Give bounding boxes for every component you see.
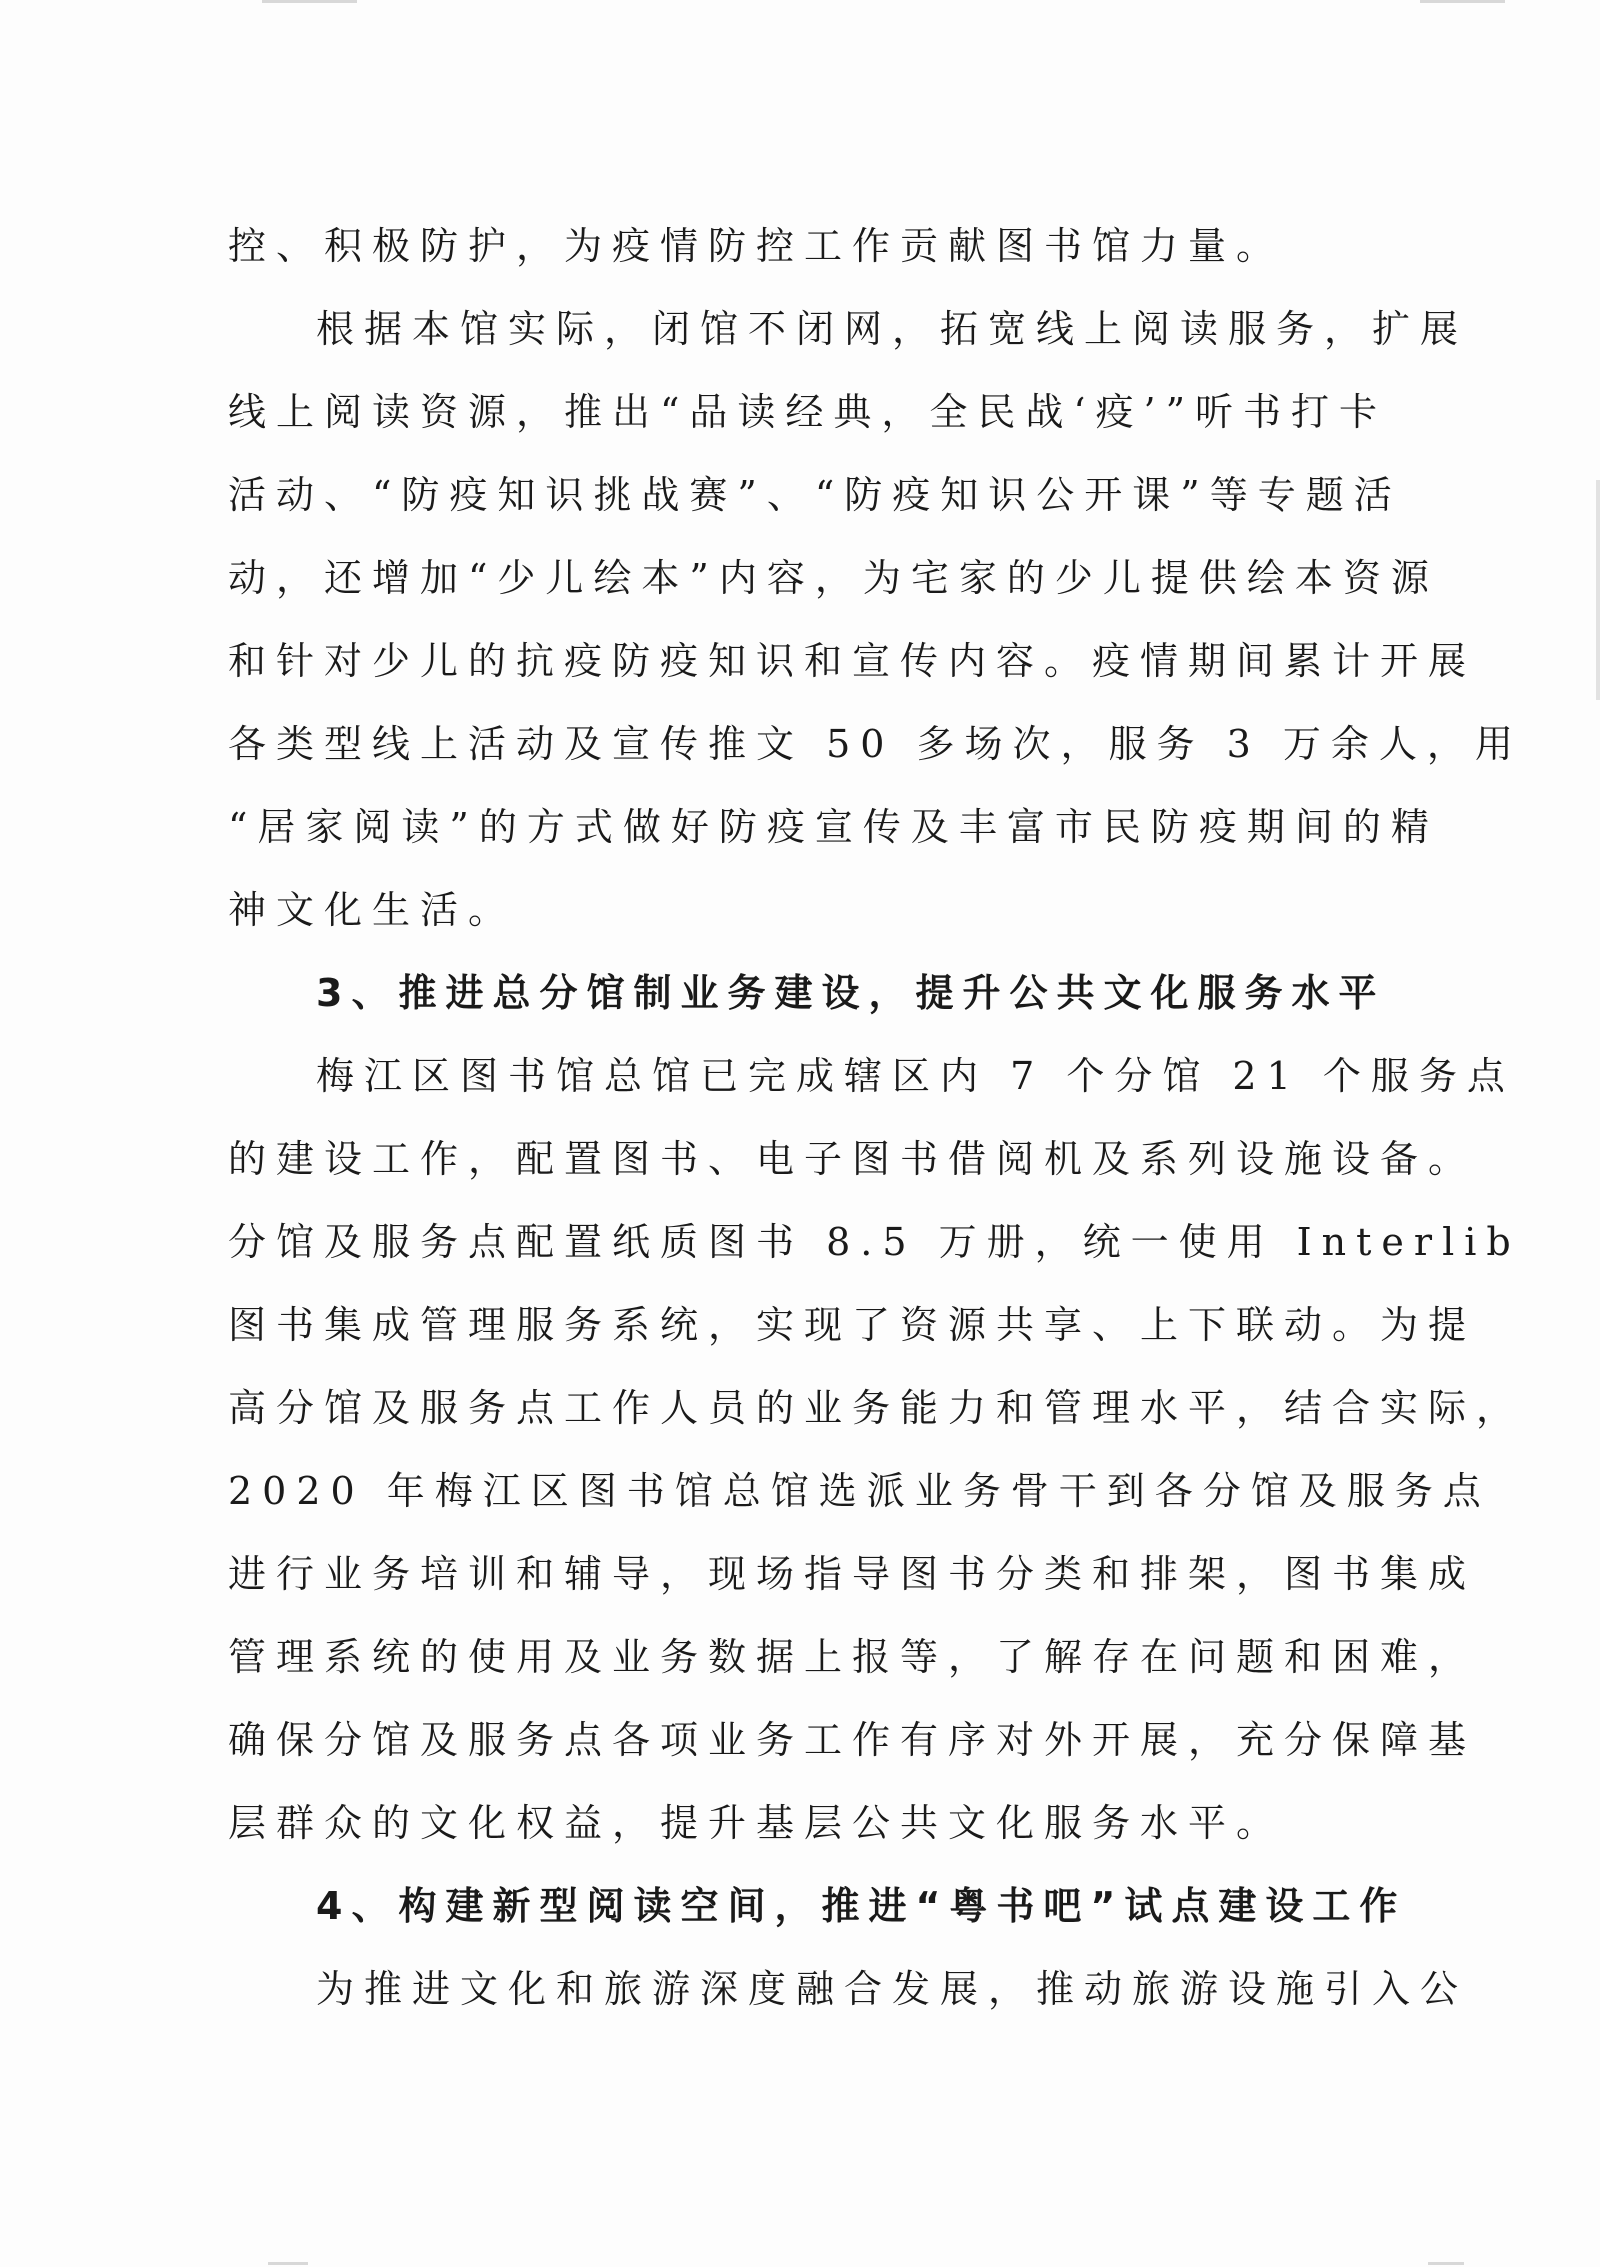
section-heading: 3、推进总分馆制业务建设，提升公共文化服务水平 bbox=[316, 971, 1386, 1015]
text-line: 2020 年梅江区图书馆总馆选派业务骨干到各分馆及服务点 bbox=[228, 1469, 1491, 1513]
text-line: 确保分馆及服务点各项业务工作有序对外开展，充分保障基 bbox=[228, 1718, 1477, 1762]
text-line: 层群众的文化权益，提升基层公共文化服务水平。 bbox=[228, 1801, 1285, 1845]
text-line: 根据本馆实际，闭馆不闭网，拓宽线上阅读服务，扩展 bbox=[316, 307, 1469, 351]
text-line: 动，还增加“少儿绘本”内容，为宅家的少儿提供绘本资源 bbox=[228, 556, 1439, 600]
text-line: 和针对少儿的抗疫防疫知识和宣传内容。疫情期间累计开展 bbox=[228, 639, 1477, 683]
text-line: 线上阅读资源，推出“品读经典，全民战‘疫’”听书打卡 bbox=[228, 390, 1388, 434]
document-body bbox=[228, 212, 1525, 2038]
scan-edge-shadow-right bbox=[1596, 480, 1600, 700]
section-heading: 4、构建新型阅读空间，推进“粤书吧”试点建设工作 bbox=[316, 1884, 1407, 1928]
scan-edge-mark-bottom-right bbox=[1428, 2262, 1464, 2265]
text-line: 的建设工作，配置图书、电子图书借阅机及系列设施设备。 bbox=[228, 1137, 1477, 1181]
text-line: 为推进文化和旅游深度融合发展，推动旅游设施引入公 bbox=[316, 1967, 1469, 2011]
text-line: 分馆及服务点配置纸质图书 8.5 万册，统一使用 Interlib bbox=[228, 1220, 1521, 1264]
text-line: 梅江区图书馆总馆已完成辖区内 7 个分馆 21 个服务点 bbox=[316, 1054, 1515, 1098]
text-line: 活动、“防疫知识挑战赛”、“防疫知识公开课”等专题活 bbox=[228, 473, 1402, 517]
scan-edge-mark-bottom-left bbox=[268, 2262, 308, 2265]
text-line: 高分馆及服务点工作人员的业务能力和管理水平，结合实际， bbox=[228, 1386, 1525, 1430]
text-line: 图书集成管理服务系统，实现了资源共享、上下联动。为提 bbox=[228, 1303, 1477, 1347]
text-line: 进行业务培训和辅导，现场指导图书分类和排架，图书集成 bbox=[228, 1552, 1477, 1596]
text-line: “居家阅读”的方式做好防疫宣传及丰富市民防疫期间的精 bbox=[228, 805, 1439, 849]
text-line: 各类型线上活动及宣传推文 50 多场次，服务 3 万余人，用 bbox=[228, 722, 1523, 766]
scan-edge-mark-top-left bbox=[262, 0, 357, 3]
text-line: 神文化生活。 bbox=[228, 888, 517, 932]
text-line: 控、积极防护，为疫情防控工作贡献图书馆力量。 bbox=[228, 224, 1285, 268]
scan-edge-mark-top-right bbox=[1420, 0, 1505, 3]
text-line: 管理系统的使用及业务数据上报等，了解存在问题和困难， bbox=[228, 1635, 1477, 1679]
